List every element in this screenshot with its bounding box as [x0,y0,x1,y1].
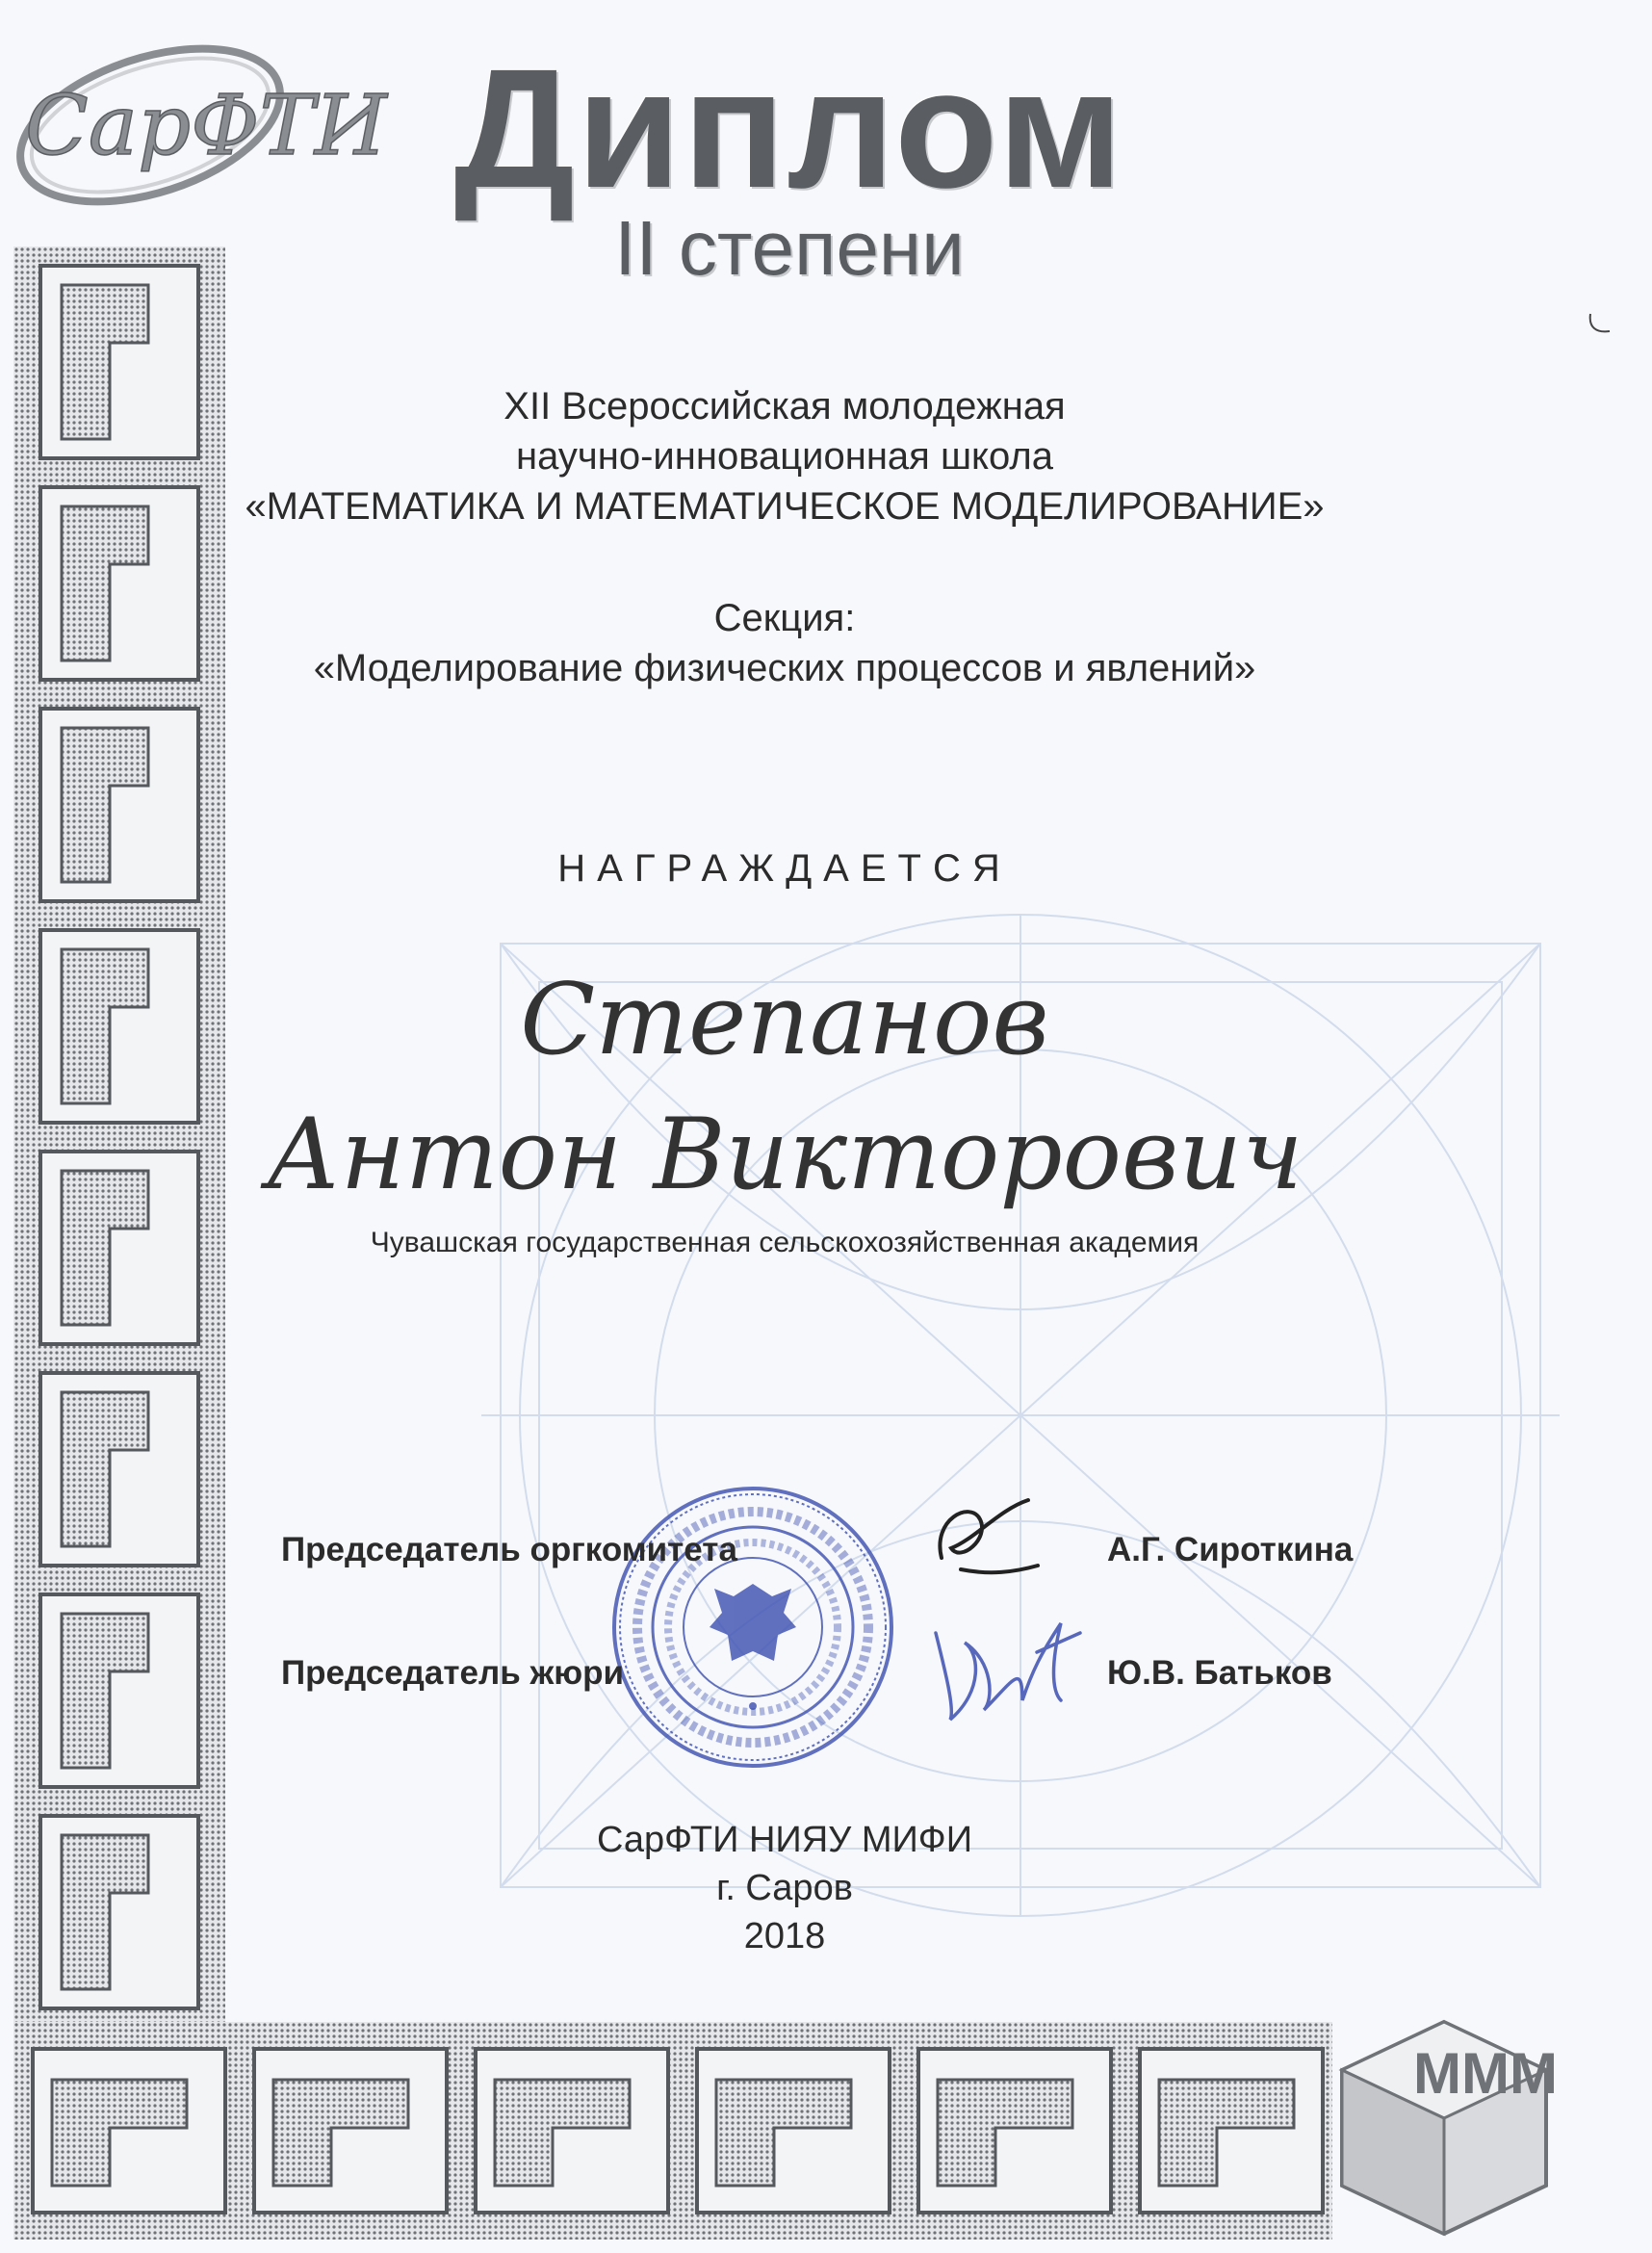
issue-year: 2018 [743,1916,826,1956]
recipient-surname: Степанов [520,963,1049,1077]
awarded-label: НАГРАЖДАЕТСЯ [557,847,1012,890]
signature-name-1: А.Г. Сироткина [1107,1531,1354,1568]
section-name: «Моделирование физических процессов и явлений» [313,647,1256,689]
sarfti-logo-icon [6,10,387,237]
signature-role-2: Председатель жюри [281,1654,625,1692]
signature-role-1: Председатель оргкомитета [281,1531,737,1568]
issuer-city: г. Саров [716,1868,853,1908]
school-line-2: научно-инновационная школа [516,435,1053,478]
school-line-1: XII Всероссийская молодежная [503,385,1066,427]
diploma-degree: II степени [614,205,965,291]
diploma-title: Диплом [453,35,1125,223]
bottom-ornamental-border [13,2022,1332,2240]
recipient-name: Антон Викторович [266,1098,1304,1212]
school-line-3: «МАТЕМАТИКА И МАТЕМАТИЧЕСКОЕ МОДЕЛИРОВАНИЕ» [245,485,1325,528]
logo-top-text: СарФТИ [25,78,387,174]
official-seal-icon [608,1483,897,1772]
issuer-organization: СарФТИ НИЯУ МИФИ [596,1820,973,1860]
recipient-affiliation: Чувашская государственная сельскохозяйственная академия [370,1227,1200,1258]
logo-bottom-text: МММ [1413,2041,1558,2106]
signature-jury-icon [926,1594,1090,1729]
signature-name-2: Ю.В. Батьков [1107,1654,1332,1692]
mmm-cube-logo-icon [1332,2012,1556,2241]
section-label: Секция: [713,597,856,639]
left-ornamental-border [13,246,225,2037]
signature-chairman-icon [922,1481,1047,1587]
pen-mark-icon [1587,310,1615,339]
